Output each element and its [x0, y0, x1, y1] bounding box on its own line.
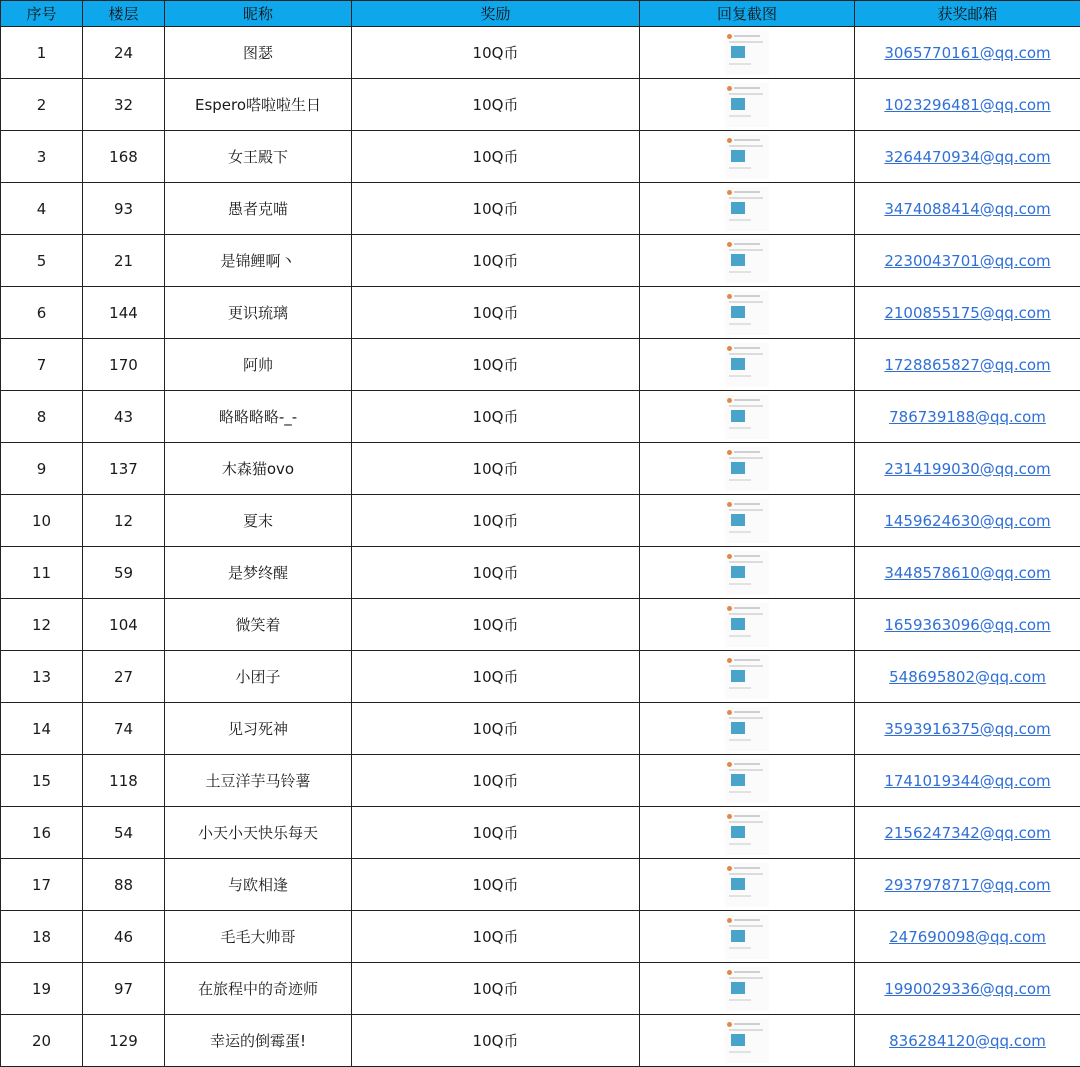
avatar: [727, 86, 732, 91]
cell-floor: 54: [83, 807, 165, 859]
avatar: [727, 138, 732, 143]
reply-screenshot-thumbnail[interactable]: [725, 291, 769, 335]
table-row: [1, 391, 1080, 443]
cell-reward: 10Q币: [352, 391, 640, 443]
reply-screenshot-thumbnail[interactable]: [725, 863, 769, 907]
email-link[interactable]: 548695802@qq.com: [889, 668, 1046, 686]
image-icon: [731, 254, 745, 266]
image-icon: [731, 722, 745, 734]
cell-nickname: 与欧相逢: [165, 859, 352, 911]
cell-nickname: Espero嗒啦啦生日: [165, 79, 352, 131]
cell-index: 3: [1, 131, 83, 183]
cell-nickname: 土豆洋芋马铃薯: [165, 755, 352, 807]
cell-index: 12: [1, 599, 83, 651]
email-link[interactable]: 1023296481@qq.com: [884, 96, 1050, 114]
cell-email: [855, 27, 1080, 79]
cell-nickname: 愚者克喵: [165, 183, 352, 235]
email-link[interactable]: 3448578610@qq.com: [884, 564, 1050, 582]
table-row: [1, 651, 1080, 703]
table-row: [1, 859, 1080, 911]
cell-reward: 10Q币: [352, 339, 640, 391]
cell-nickname: 阿帅: [165, 339, 352, 391]
cell-floor: 88: [83, 859, 165, 911]
cell-nickname: 更识琉璃: [165, 287, 352, 339]
avatar: [727, 554, 732, 559]
cell-index: 18: [1, 911, 83, 963]
cell-floor: 32: [83, 79, 165, 131]
cell-floor: 170: [83, 339, 165, 391]
image-icon: [731, 982, 745, 994]
cell-email: [855, 963, 1080, 1015]
cell-nickname: 微笑着: [165, 599, 352, 651]
cell-floor: 27: [83, 651, 165, 703]
avatar: [727, 346, 732, 351]
cell-reward: 10Q币: [352, 859, 640, 911]
image-icon: [731, 618, 745, 630]
cell-floor: 74: [83, 703, 165, 755]
avatar: [727, 866, 732, 871]
reply-screenshot-thumbnail[interactable]: [725, 915, 769, 959]
cell-floor: 144: [83, 287, 165, 339]
avatar: [727, 1022, 732, 1027]
avatar: [727, 710, 732, 715]
cell-email: [855, 183, 1080, 235]
cell-reward: 10Q币: [352, 79, 640, 131]
table-row: [1, 131, 1080, 183]
reply-screenshot-thumbnail[interactable]: [725, 967, 769, 1011]
image-icon: [731, 774, 745, 786]
cell-screenshot: [640, 963, 855, 1015]
reply-screenshot-thumbnail[interactable]: [725, 811, 769, 855]
table-row: [1, 1015, 1080, 1067]
cell-index: 8: [1, 391, 83, 443]
cell-email: [855, 547, 1080, 599]
cell-screenshot: [640, 547, 855, 599]
cell-index: 10: [1, 495, 83, 547]
cell-email: [855, 1015, 1080, 1067]
cell-reward: 10Q币: [352, 755, 640, 807]
email-link[interactable]: 1659363096@qq.com: [884, 616, 1050, 634]
cell-nickname: 幸运的倒霉蛋!: [165, 1015, 352, 1067]
cell-screenshot: [640, 1015, 855, 1067]
image-icon: [731, 670, 745, 682]
table-row: [1, 79, 1080, 131]
cell-screenshot: [640, 911, 855, 963]
cell-floor: 46: [83, 911, 165, 963]
avatar: [727, 34, 732, 39]
table-row: [1, 703, 1080, 755]
cell-reward: 10Q币: [352, 651, 640, 703]
cell-index: 7: [1, 339, 83, 391]
image-icon: [731, 410, 745, 422]
cell-email: [855, 287, 1080, 339]
cell-nickname: 小天小天快乐每天: [165, 807, 352, 859]
cell-nickname: 毛毛大帅哥: [165, 911, 352, 963]
cell-reward: 10Q币: [352, 807, 640, 859]
cell-floor: 24: [83, 27, 165, 79]
table-row: [1, 443, 1080, 495]
reply-screenshot-thumbnail[interactable]: [725, 1019, 769, 1063]
reply-screenshot-thumbnail[interactable]: [725, 499, 769, 543]
cell-index: 5: [1, 235, 83, 287]
reply-screenshot-thumbnail[interactable]: [725, 395, 769, 439]
cell-screenshot: [640, 755, 855, 807]
table-row: [1, 287, 1080, 339]
avatar: [727, 502, 732, 507]
cell-reward: 10Q币: [352, 235, 640, 287]
cell-nickname: 木森猫ovo: [165, 443, 352, 495]
email-link[interactable]: 3065770161@qq.com: [884, 44, 1050, 62]
cell-floor: 59: [83, 547, 165, 599]
avatar: [727, 398, 732, 403]
cell-email: [855, 755, 1080, 807]
email-link[interactable]: 2937978717@qq.com: [884, 876, 1050, 894]
cell-nickname: 在旅程中的奇迹师: [165, 963, 352, 1015]
table-row: [1, 183, 1080, 235]
cell-index: 9: [1, 443, 83, 495]
email-link[interactable]: 3474088414@qq.com: [884, 200, 1050, 218]
cell-reward: 10Q币: [352, 287, 640, 339]
email-link[interactable]: 786739188@qq.com: [889, 408, 1046, 426]
reply-screenshot-thumbnail[interactable]: [725, 83, 769, 127]
cell-index: 16: [1, 807, 83, 859]
cell-index: 2: [1, 79, 83, 131]
image-icon: [731, 46, 745, 58]
cell-nickname: 见习死神: [165, 703, 352, 755]
cell-index: 17: [1, 859, 83, 911]
cell-reward: 10Q币: [352, 131, 640, 183]
cell-screenshot: [640, 703, 855, 755]
cell-index: 13: [1, 651, 83, 703]
table-row: [1, 547, 1080, 599]
avatar: [727, 450, 732, 455]
cell-floor: 137: [83, 443, 165, 495]
cell-index: 15: [1, 755, 83, 807]
cell-nickname: 女王殿下: [165, 131, 352, 183]
reply-screenshot-thumbnail[interactable]: [725, 603, 769, 647]
cell-screenshot: [640, 495, 855, 547]
cell-index: 1: [1, 27, 83, 79]
cell-reward: 10Q币: [352, 443, 640, 495]
table-row: [1, 911, 1080, 963]
cell-nickname: 是锦鲤啊丶: [165, 235, 352, 287]
image-icon: [731, 150, 745, 162]
avatar: [727, 970, 732, 975]
image-icon: [731, 306, 745, 318]
cell-screenshot: [640, 599, 855, 651]
table-row: [1, 807, 1080, 859]
avatar: [727, 294, 732, 299]
email-link[interactable]: 3593916375@qq.com: [884, 720, 1050, 738]
cell-reward: 10Q币: [352, 911, 640, 963]
reply-screenshot-thumbnail[interactable]: [725, 707, 769, 751]
cell-screenshot: [640, 27, 855, 79]
email-link[interactable]: 2156247342@qq.com: [884, 824, 1050, 842]
cell-email: [855, 391, 1080, 443]
cell-floor: 97: [83, 963, 165, 1015]
cell-reward: 10Q币: [352, 495, 640, 547]
reply-screenshot-thumbnail[interactable]: [725, 655, 769, 699]
cell-nickname: 图瑟: [165, 27, 352, 79]
cell-reward: 10Q币: [352, 1015, 640, 1067]
avatar: [727, 814, 732, 819]
email-link[interactable]: 836284120@qq.com: [889, 1032, 1046, 1050]
cell-screenshot: [640, 131, 855, 183]
cell-index: 4: [1, 183, 83, 235]
cell-reward: 10Q币: [352, 963, 640, 1015]
cell-index: 11: [1, 547, 83, 599]
cell-index: 19: [1, 963, 83, 1015]
cell-floor: 21: [83, 235, 165, 287]
cell-email: [855, 79, 1080, 131]
cell-screenshot: [640, 859, 855, 911]
image-icon: [731, 1034, 745, 1046]
cell-reward: 10Q币: [352, 703, 640, 755]
image-icon: [731, 202, 745, 214]
cell-email: [855, 599, 1080, 651]
image-icon: [731, 930, 745, 942]
cell-screenshot: [640, 79, 855, 131]
email-link[interactable]: 2100855175@qq.com: [884, 304, 1050, 322]
table-row: [1, 339, 1080, 391]
cell-email: [855, 807, 1080, 859]
cell-email: [855, 131, 1080, 183]
table-row: [1, 963, 1080, 1015]
cell-reward: 10Q币: [352, 599, 640, 651]
header-index: 序号: [1, 1, 83, 27]
cell-reward: 10Q币: [352, 183, 640, 235]
cell-email: [855, 651, 1080, 703]
cell-email: [855, 339, 1080, 391]
table-row: [1, 599, 1080, 651]
cell-screenshot: [640, 391, 855, 443]
reply-screenshot-thumbnail[interactable]: [725, 447, 769, 491]
header-email: 获奖邮箱: [855, 1, 1080, 27]
cell-email: [855, 911, 1080, 963]
image-icon: [731, 462, 745, 474]
cell-index: 14: [1, 703, 83, 755]
header-row: [1, 1, 1080, 27]
cell-screenshot: [640, 807, 855, 859]
header-reward: 奖励: [352, 1, 640, 27]
cell-floor: 93: [83, 183, 165, 235]
cell-reward: 10Q币: [352, 547, 640, 599]
reply-screenshot-thumbnail[interactable]: [725, 343, 769, 387]
header-screenshot: 回复截图: [640, 1, 855, 27]
header-floor: 楼层: [83, 1, 165, 27]
image-icon: [731, 358, 745, 370]
avatar: [727, 658, 732, 663]
image-icon: [731, 98, 745, 110]
cell-index: 6: [1, 287, 83, 339]
avatar: [727, 190, 732, 195]
reply-screenshot-thumbnail[interactable]: [725, 135, 769, 179]
cell-floor: 12: [83, 495, 165, 547]
header-nickname: 昵称: [165, 1, 352, 27]
cell-screenshot: [640, 183, 855, 235]
cell-screenshot: [640, 339, 855, 391]
cell-floor: 168: [83, 131, 165, 183]
avatar: [727, 606, 732, 611]
reply-screenshot-thumbnail[interactable]: [725, 187, 769, 231]
table-row: [1, 235, 1080, 287]
table-row: [1, 495, 1080, 547]
email-link[interactable]: 1741019344@qq.com: [884, 772, 1050, 790]
cell-floor: 129: [83, 1015, 165, 1067]
cell-reward: 10Q币: [352, 27, 640, 79]
table-row: [1, 755, 1080, 807]
email-link[interactable]: 1459624630@qq.com: [884, 512, 1050, 530]
avatar: [727, 918, 732, 923]
image-icon: [731, 826, 745, 838]
cell-screenshot: [640, 287, 855, 339]
reply-screenshot-thumbnail[interactable]: [725, 239, 769, 283]
reply-screenshot-thumbnail[interactable]: [725, 759, 769, 803]
email-link[interactable]: 2230043701@qq.com: [884, 252, 1050, 270]
cell-screenshot: [640, 235, 855, 287]
table-row: [1, 27, 1080, 79]
cell-screenshot: [640, 651, 855, 703]
cell-nickname: 是梦终醒: [165, 547, 352, 599]
cell-email: [855, 443, 1080, 495]
cell-floor: 118: [83, 755, 165, 807]
email-link[interactable]: 1990029336@qq.com: [884, 980, 1050, 998]
cell-index: 20: [1, 1015, 83, 1067]
cell-nickname: 略略略略-_-: [165, 391, 352, 443]
avatar: [727, 762, 732, 767]
cell-nickname: 夏末: [165, 495, 352, 547]
cell-nickname: 小团子: [165, 651, 352, 703]
avatar: [727, 242, 732, 247]
image-icon: [731, 878, 745, 890]
email-link[interactable]: 3264470934@qq.com: [884, 148, 1050, 166]
cell-email: [855, 235, 1080, 287]
image-icon: [731, 514, 745, 526]
email-link[interactable]: 2314199030@qq.com: [884, 460, 1050, 478]
cell-floor: 43: [83, 391, 165, 443]
cell-email: [855, 495, 1080, 547]
reply-screenshot-thumbnail[interactable]: [725, 551, 769, 595]
email-link[interactable]: 1728865827@qq.com: [884, 356, 1050, 374]
image-icon: [731, 566, 745, 578]
cell-email: [855, 859, 1080, 911]
cell-screenshot: [640, 443, 855, 495]
cell-email: [855, 703, 1080, 755]
cell-floor: 104: [83, 599, 165, 651]
reply-screenshot-thumbnail[interactable]: [725, 31, 769, 75]
email-link[interactable]: 247690098@qq.com: [889, 928, 1046, 946]
